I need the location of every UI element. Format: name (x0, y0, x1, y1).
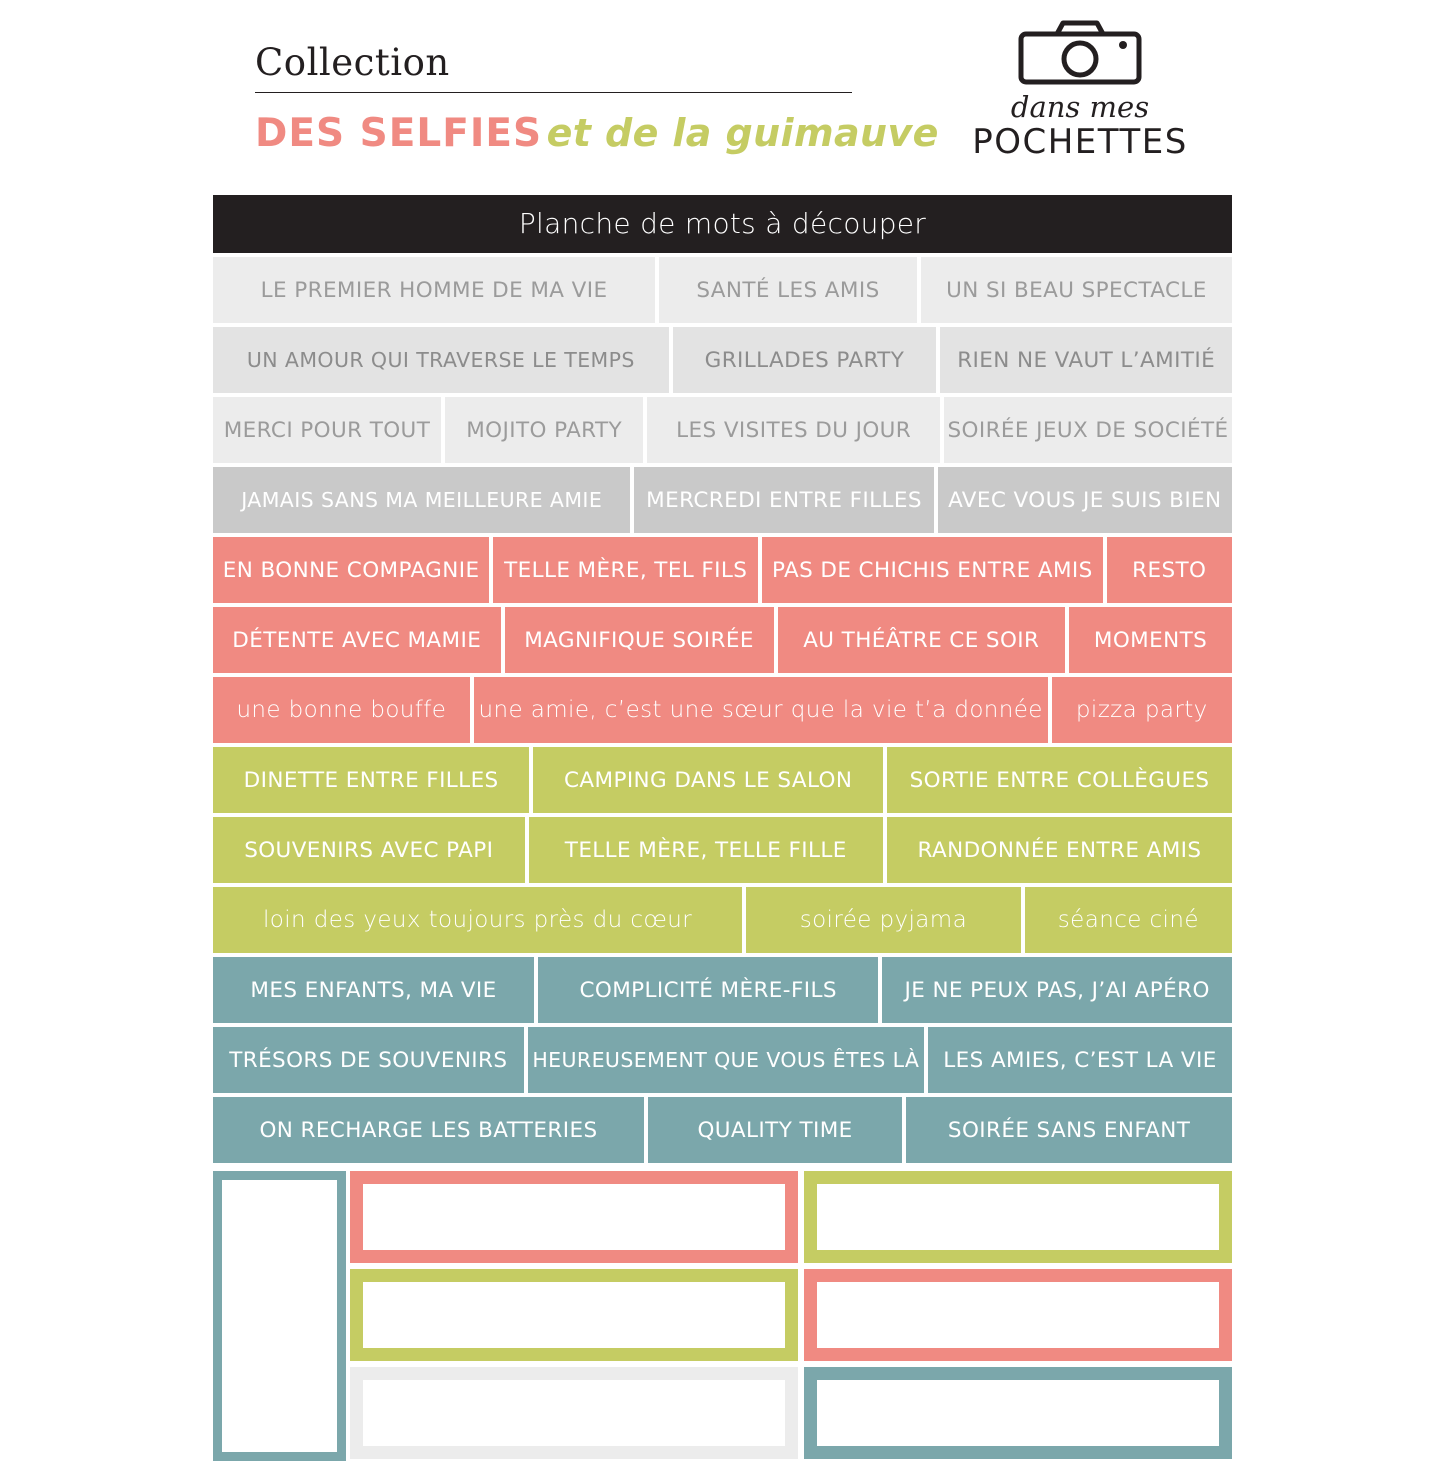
word-chip[interactable]: MAGNIFIQUE SOIRÉE (505, 607, 774, 673)
word-chip[interactable]: TELLE MÈRE, TEL FILS (493, 537, 758, 603)
collection-title (255, 111, 939, 156)
word-chip[interactable]: MOMENTS (1069, 607, 1232, 673)
word-rows (213, 257, 1232, 1163)
word-chip[interactable]: RANDONNÉE ENTRE AMIS (887, 817, 1232, 883)
word-row (213, 467, 1232, 533)
word-chip[interactable]: MERCREDI ENTRE FILLES (634, 467, 933, 533)
header-divider (255, 92, 852, 93)
word-chip[interactable]: LE PREMIER HOMME DE MA VIE (213, 257, 655, 323)
word-chip[interactable]: QUALITY TIME (648, 1097, 902, 1163)
word-sheet (213, 195, 1232, 1461)
collection-title-part2: et de la guimauve (546, 111, 939, 155)
word-row (213, 1097, 1232, 1163)
word-chip[interactable]: CAMPING DANS LE SALON (533, 747, 883, 813)
frame-row (350, 1171, 1232, 1263)
sheet-banner: Planche de mots à découper (213, 195, 1232, 253)
frame-row (350, 1269, 1232, 1361)
page-header (0, 0, 1445, 188)
blank-label-frame[interactable] (804, 1367, 1232, 1459)
collection-block (255, 40, 939, 156)
word-chip[interactable]: SOIRÉE JEUX DE SOCIÉTÉ (944, 397, 1232, 463)
blank-label-frame[interactable] (804, 1171, 1232, 1263)
word-row (213, 747, 1232, 813)
tall-blank-frame (213, 1171, 346, 1461)
word-chip[interactable]: une amie, c’est une sœur que la vie t’a donnée (474, 677, 1048, 743)
word-row (213, 817, 1232, 883)
word-chip[interactable]: PAS DE CHICHIS ENTRE AMIS (762, 537, 1102, 603)
word-chip[interactable]: AVEC VOUS JE SUIS BIEN (938, 467, 1232, 533)
brand-logo-line1: dans mes (1010, 90, 1150, 124)
word-chip[interactable]: LES AMIES, C’EST LA VIE (928, 1027, 1232, 1093)
word-chip[interactable]: EN BONNE COMPAGNIE (213, 537, 489, 603)
word-row (213, 677, 1232, 743)
word-chip[interactable]: UN SI BEAU SPECTACLE (921, 257, 1232, 323)
word-chip[interactable]: TELLE MÈRE, TELLE FILLE (529, 817, 884, 883)
word-chip[interactable]: RIEN NE VAUT L’AMITIÉ (940, 327, 1232, 393)
label-frames-section (213, 1171, 1232, 1461)
word-chip[interactable]: loin des yeux toujours près du cœur (213, 887, 742, 953)
blank-label-frame[interactable] (350, 1269, 798, 1361)
word-chip[interactable]: soirée pyjama (746, 887, 1021, 953)
word-row (213, 607, 1232, 673)
word-row (213, 887, 1232, 953)
word-chip[interactable]: MOJITO PARTY (445, 397, 643, 463)
word-chip[interactable]: SOIRÉE SANS ENFANT (906, 1097, 1232, 1163)
word-chip[interactable]: SORTIE ENTRE COLLÈGUES (887, 747, 1232, 813)
frames-grid (350, 1171, 1232, 1461)
blank-label-frame[interactable] (350, 1171, 798, 1263)
word-chip[interactable]: COMPLICITÉ MÈRE-FILS (538, 957, 878, 1023)
word-chip[interactable]: LES VISITES DU JOUR (647, 397, 940, 463)
brand-logo-line2: POCHETTES (972, 122, 1188, 162)
word-chip[interactable]: SOUVENIRS AVEC PAPI (213, 817, 525, 883)
word-chip[interactable]: TRÉSORS DE SOUVENIRS (213, 1027, 524, 1093)
word-chip[interactable]: GRILLADES PARTY (673, 327, 937, 393)
word-row (213, 397, 1232, 463)
word-chip[interactable]: pizza party (1052, 677, 1232, 743)
word-chip[interactable]: JAMAIS SANS MA MEILLEURE AMIE (213, 467, 630, 533)
word-chip[interactable]: UN AMOUR QUI TRAVERSE LE TEMPS (213, 327, 669, 393)
word-row (213, 957, 1232, 1023)
word-row (213, 327, 1232, 393)
word-chip[interactable]: une bonne bouffe (213, 677, 470, 743)
frames-left-column (213, 1171, 346, 1461)
word-chip[interactable]: MERCI POUR TOUT (213, 397, 441, 463)
word-chip[interactable]: SANTÉ LES AMIS (659, 257, 917, 323)
word-row (213, 257, 1232, 323)
word-chip[interactable]: DÉTENTE AVEC MAMIE (213, 607, 501, 673)
frame-row (350, 1367, 1232, 1459)
word-row (213, 1027, 1232, 1093)
collection-label: Collection (255, 41, 450, 84)
word-chip[interactable]: MES ENFANTS, MA VIE (213, 957, 534, 1023)
word-chip[interactable]: HEUREUSEMENT QUE VOUS ÊTES LÀ (528, 1027, 924, 1093)
word-chip[interactable]: ON RECHARGE LES BATTERIES (213, 1097, 644, 1163)
word-row (213, 537, 1232, 603)
camera-icon (965, 18, 1195, 86)
word-chip[interactable]: DINETTE ENTRE FILLES (213, 747, 529, 813)
brand-logo (965, 18, 1195, 162)
word-chip[interactable]: RESTO (1107, 537, 1233, 603)
blank-label-frame[interactable] (804, 1269, 1232, 1361)
word-chip[interactable]: séance ciné (1025, 887, 1232, 953)
blank-label-frame[interactable] (350, 1367, 798, 1459)
word-chip[interactable]: AU THÉÂTRE CE SOIR (778, 607, 1066, 673)
collection-title-part1: DES SELFIES (255, 111, 543, 156)
word-chip[interactable]: JE NE PEUX PAS, J’AI APÉRO (882, 957, 1232, 1023)
